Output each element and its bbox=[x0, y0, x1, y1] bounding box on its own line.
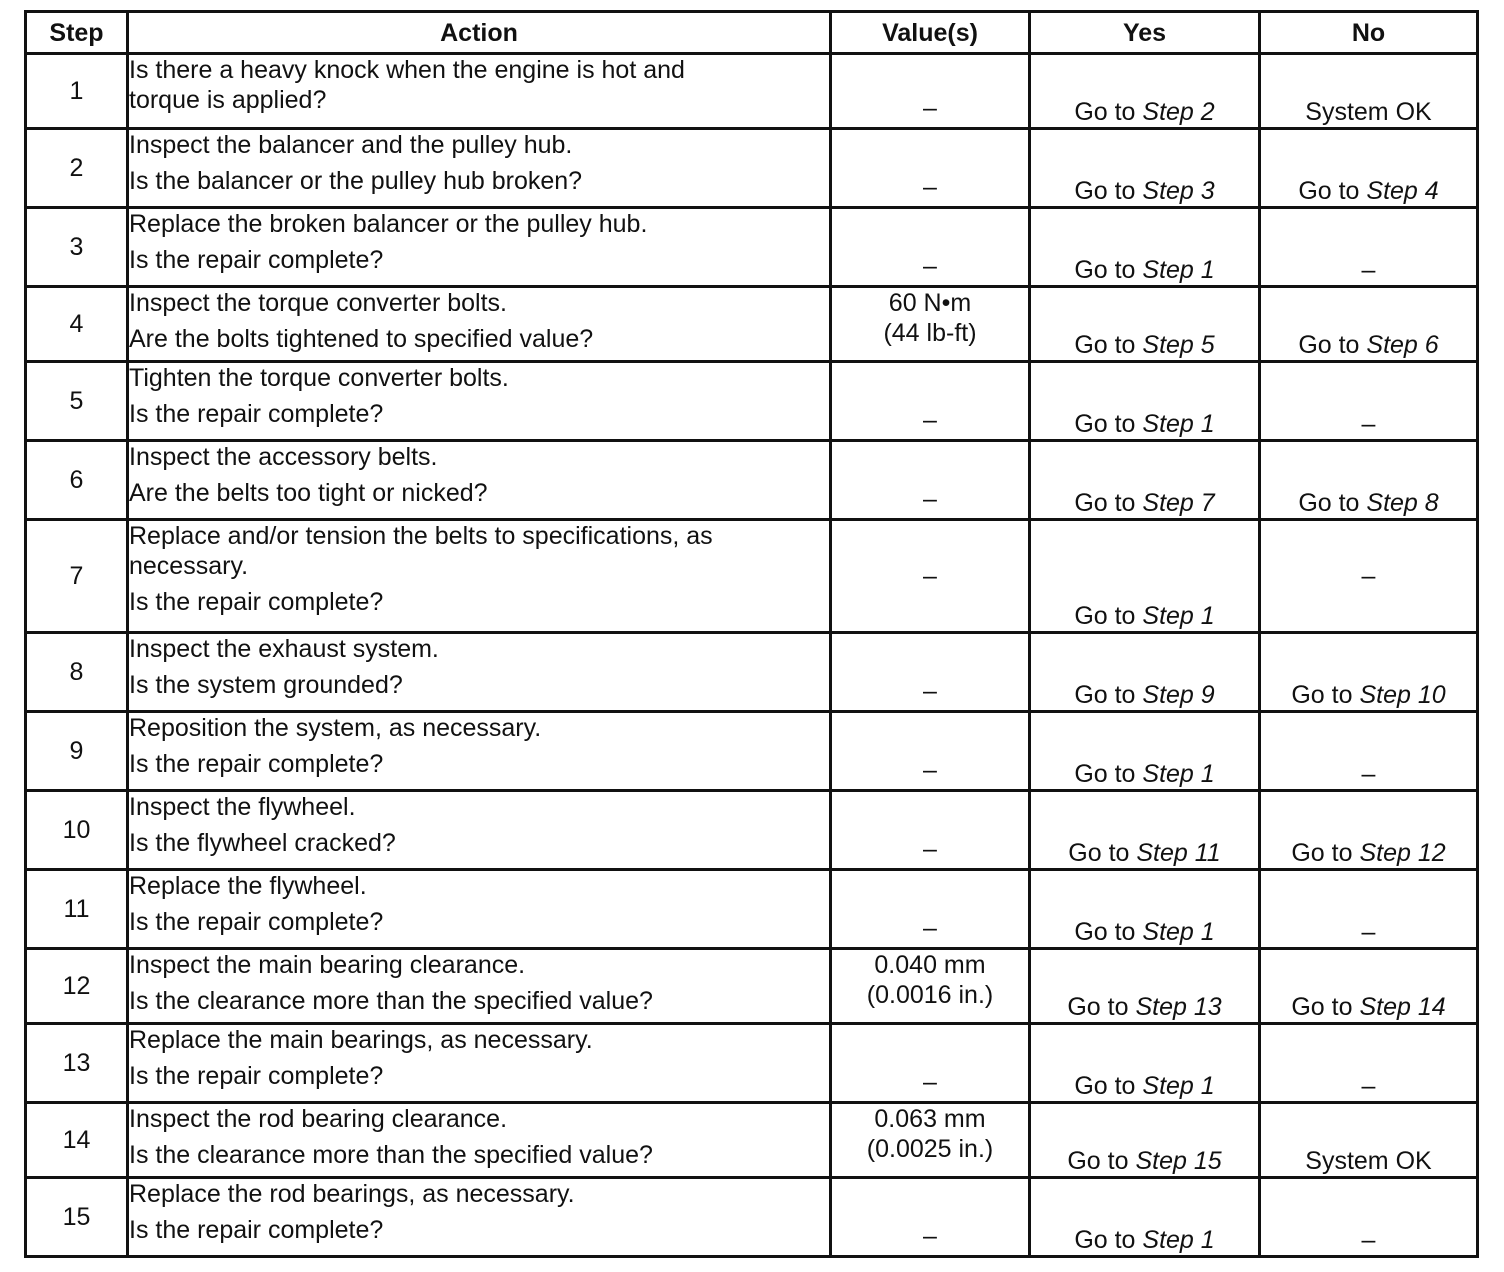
value-cell bbox=[831, 287, 1030, 362]
no-text: – bbox=[1361, 1072, 1376, 1100]
value-cell bbox=[831, 949, 1030, 1024]
yes-step-ref: Step 9 bbox=[1142, 681, 1215, 709]
action-cell bbox=[128, 287, 831, 362]
header-step: Step bbox=[26, 12, 128, 54]
header-row bbox=[26, 12, 1478, 54]
step-number: 12 bbox=[26, 949, 128, 1024]
action-line: Inspect the torque converter bolts. bbox=[129, 289, 507, 317]
header-no: No bbox=[1260, 12, 1478, 54]
action-cell bbox=[128, 1103, 831, 1178]
header-values: Value(s) bbox=[831, 12, 1030, 54]
step-number: 2 bbox=[26, 129, 128, 208]
table-row bbox=[26, 633, 1478, 712]
step-number: 15 bbox=[26, 1178, 128, 1257]
action-line: Inspect the rod bearing clearance. bbox=[129, 1105, 508, 1133]
action-cell bbox=[128, 791, 831, 870]
yes-text: Go to bbox=[1074, 489, 1143, 517]
no-text: – bbox=[1361, 562, 1376, 590]
no-step-ref: Step 6 bbox=[1366, 331, 1439, 359]
table-row bbox=[26, 129, 1478, 208]
action-cell bbox=[128, 362, 831, 441]
table-row bbox=[26, 1103, 1478, 1178]
yes-text: Go to bbox=[1074, 256, 1143, 284]
value-cell: – bbox=[831, 1178, 1030, 1257]
yes-step-ref: Step 5 bbox=[1142, 331, 1215, 359]
table-row bbox=[26, 362, 1478, 441]
action-line: Tighten the torque converter bolts. bbox=[129, 364, 509, 392]
no-text: Go to bbox=[1298, 177, 1367, 205]
yes-cell bbox=[1030, 208, 1260, 287]
yes-cell bbox=[1030, 441, 1260, 520]
table-row bbox=[26, 441, 1478, 520]
yes-step-ref: Step 11 bbox=[1136, 839, 1221, 867]
value-metric: 0.063 mm bbox=[874, 1105, 986, 1133]
header-action: Action bbox=[128, 12, 831, 54]
table-row bbox=[26, 520, 1478, 633]
value-metric: 0.040 mm bbox=[874, 951, 986, 979]
step-number: 6 bbox=[26, 441, 128, 520]
value-metric: 60 N•m bbox=[888, 289, 972, 317]
no-text: Go to bbox=[1298, 489, 1367, 517]
yes-text: Go to bbox=[1067, 1147, 1136, 1175]
no-cell bbox=[1260, 1024, 1478, 1103]
action-cell bbox=[128, 208, 831, 287]
table-row bbox=[26, 287, 1478, 362]
yes-step-ref: Step 1 bbox=[1142, 256, 1215, 284]
yes-step-ref: Step 1 bbox=[1142, 602, 1215, 630]
value-cell: – bbox=[831, 362, 1030, 441]
diagnostic-table bbox=[24, 10, 1479, 1258]
step-number: 7 bbox=[26, 520, 128, 633]
no-cell bbox=[1260, 949, 1478, 1024]
yes-text: Go to bbox=[1074, 177, 1143, 205]
no-text: – bbox=[1361, 256, 1376, 284]
value-imperial: (0.0016 in.) bbox=[866, 981, 994, 1009]
action-line: Inspect the accessory belts. bbox=[129, 443, 438, 471]
action-line: Inspect the flywheel. bbox=[129, 793, 356, 821]
yes-cell bbox=[1030, 129, 1260, 208]
yes-text: Go to bbox=[1074, 602, 1143, 630]
step-number: 3 bbox=[26, 208, 128, 287]
yes-cell bbox=[1030, 1178, 1260, 1257]
table-body bbox=[26, 54, 1478, 1257]
step-number: 11 bbox=[26, 870, 128, 949]
no-text: System OK bbox=[1305, 98, 1432, 126]
action-line: Is there a heavy knock when the engine is hot and bbox=[129, 56, 685, 84]
action-cell bbox=[128, 54, 831, 129]
step-number: 14 bbox=[26, 1103, 128, 1178]
action-line: Replace and/or tension the belts to specifications, as bbox=[129, 522, 713, 550]
yes-text: Go to bbox=[1074, 331, 1143, 359]
no-text: Go to bbox=[1291, 993, 1360, 1021]
yes-text: Go to bbox=[1074, 1226, 1143, 1254]
yes-step-ref: Step 1 bbox=[1142, 410, 1215, 438]
yes-cell bbox=[1030, 54, 1260, 129]
yes-step-ref: Step 1 bbox=[1142, 918, 1215, 946]
yes-text: Go to bbox=[1074, 760, 1143, 788]
action-line: Reposition the system, as necessary. bbox=[129, 714, 542, 742]
yes-cell bbox=[1030, 287, 1260, 362]
value-cell: – bbox=[831, 520, 1030, 633]
no-step-ref: Step 8 bbox=[1366, 489, 1439, 517]
yes-text: Go to bbox=[1068, 839, 1137, 867]
no-cell bbox=[1260, 791, 1478, 870]
yes-step-ref: Step 3 bbox=[1142, 177, 1215, 205]
action-line: Replace the broken balancer or the pulley hub. bbox=[129, 210, 648, 238]
action-line: Replace the main bearings, as necessary. bbox=[129, 1026, 593, 1054]
no-cell bbox=[1260, 441, 1478, 520]
table-row bbox=[26, 1178, 1478, 1257]
no-step-ref: Step 14 bbox=[1359, 993, 1446, 1021]
step-number: 5 bbox=[26, 362, 128, 441]
action-cell bbox=[128, 520, 831, 633]
yes-text: Go to bbox=[1074, 918, 1143, 946]
step-number: 10 bbox=[26, 791, 128, 870]
yes-cell bbox=[1030, 870, 1260, 949]
value-cell: – bbox=[831, 129, 1030, 208]
no-text: – bbox=[1361, 918, 1376, 946]
action-question: Is the repair complete? bbox=[129, 400, 384, 428]
table-row bbox=[26, 791, 1478, 870]
value-cell: – bbox=[831, 54, 1030, 129]
no-cell bbox=[1260, 520, 1478, 633]
value-cell: – bbox=[831, 441, 1030, 520]
table-row bbox=[26, 1024, 1478, 1103]
action-line: Inspect the balancer and the pulley hub. bbox=[129, 131, 573, 159]
yes-cell bbox=[1030, 1024, 1260, 1103]
action-question: Are the belts too tight or nicked? bbox=[129, 479, 488, 507]
action-line: necessary. bbox=[129, 552, 249, 580]
action-question: Is the balancer or the pulley hub broken? bbox=[129, 167, 583, 195]
yes-step-ref: Step 15 bbox=[1135, 1147, 1222, 1175]
header-yes: Yes bbox=[1030, 12, 1260, 54]
no-text: Go to bbox=[1291, 681, 1360, 709]
no-text: Go to bbox=[1298, 331, 1367, 359]
no-step-ref: Step 10 bbox=[1359, 681, 1446, 709]
value-cell: – bbox=[831, 1024, 1030, 1103]
value-cell: – bbox=[831, 870, 1030, 949]
value-cell: – bbox=[831, 208, 1030, 287]
action-question: Is the system grounded? bbox=[129, 671, 403, 699]
no-cell bbox=[1260, 712, 1478, 791]
action-question: Is the repair complete? bbox=[129, 1216, 384, 1244]
action-cell bbox=[128, 1024, 831, 1103]
no-cell bbox=[1260, 362, 1478, 441]
no-text: – bbox=[1361, 410, 1376, 438]
no-text: System OK bbox=[1305, 1147, 1432, 1175]
value-imperial: (0.0025 in.) bbox=[866, 1135, 994, 1163]
action-line: Replace the rod bearings, as necessary. bbox=[129, 1180, 575, 1208]
action-question: Is the repair complete? bbox=[129, 246, 384, 274]
yes-cell bbox=[1030, 520, 1260, 633]
yes-step-ref: Step 1 bbox=[1142, 760, 1215, 788]
action-question: Is the clearance more than the specified value? bbox=[129, 1141, 653, 1169]
no-step-ref: Step 12 bbox=[1359, 839, 1446, 867]
value-cell: – bbox=[831, 633, 1030, 712]
action-question: Is the repair complete? bbox=[129, 588, 384, 616]
no-cell bbox=[1260, 633, 1478, 712]
table-row bbox=[26, 870, 1478, 949]
yes-step-ref: Step 2 bbox=[1142, 98, 1215, 126]
table-row bbox=[26, 712, 1478, 791]
table-row bbox=[26, 208, 1478, 287]
action-cell bbox=[128, 441, 831, 520]
action-cell bbox=[128, 633, 831, 712]
value-cell: – bbox=[831, 712, 1030, 791]
step-number: 1 bbox=[26, 54, 128, 129]
action-line: Replace the flywheel. bbox=[129, 872, 367, 900]
yes-text: Go to bbox=[1067, 993, 1136, 1021]
value-cell bbox=[831, 1103, 1030, 1178]
action-question: Is the repair complete? bbox=[129, 1062, 384, 1090]
no-cell bbox=[1260, 1103, 1478, 1178]
action-cell bbox=[128, 712, 831, 791]
action-question: Are the bolts tightened to specified value? bbox=[129, 325, 594, 353]
no-step-ref: Step 4 bbox=[1366, 177, 1439, 205]
yes-text: Go to bbox=[1074, 681, 1143, 709]
yes-step-ref: Step 1 bbox=[1142, 1226, 1215, 1254]
no-cell bbox=[1260, 1178, 1478, 1257]
yes-cell bbox=[1030, 1103, 1260, 1178]
no-text: – bbox=[1361, 760, 1376, 788]
yes-cell bbox=[1030, 791, 1260, 870]
no-text: – bbox=[1361, 1226, 1376, 1254]
yes-step-ref: Step 7 bbox=[1142, 489, 1215, 517]
table-header bbox=[26, 12, 1478, 54]
action-question: Is the repair complete? bbox=[129, 908, 384, 936]
action-line: Inspect the exhaust system. bbox=[129, 635, 439, 663]
step-number: 9 bbox=[26, 712, 128, 791]
yes-text: Go to bbox=[1074, 1072, 1143, 1100]
yes-step-ref: Step 1 bbox=[1142, 1072, 1215, 1100]
step-number: 4 bbox=[26, 287, 128, 362]
action-cell bbox=[128, 1178, 831, 1257]
table-row bbox=[26, 54, 1478, 129]
action-line: torque is applied? bbox=[129, 86, 327, 114]
yes-cell bbox=[1030, 362, 1260, 441]
table-row bbox=[26, 949, 1478, 1024]
action-cell bbox=[128, 949, 831, 1024]
yes-cell bbox=[1030, 949, 1260, 1024]
action-line: Inspect the main bearing clearance. bbox=[129, 951, 526, 979]
no-cell bbox=[1260, 287, 1478, 362]
action-question: Is the repair complete? bbox=[129, 750, 384, 778]
no-cell bbox=[1260, 208, 1478, 287]
yes-text: Go to bbox=[1074, 410, 1143, 438]
no-cell bbox=[1260, 870, 1478, 949]
action-question: Is the flywheel cracked? bbox=[129, 829, 396, 857]
action-cell bbox=[128, 129, 831, 208]
yes-cell bbox=[1030, 633, 1260, 712]
yes-text: Go to bbox=[1074, 98, 1143, 126]
no-text: Go to bbox=[1291, 839, 1360, 867]
action-cell bbox=[128, 870, 831, 949]
no-cell bbox=[1260, 54, 1478, 129]
yes-step-ref: Step 13 bbox=[1135, 993, 1222, 1021]
action-question: Is the clearance more than the specified value? bbox=[129, 987, 653, 1015]
value-imperial: (44 lb-ft) bbox=[883, 319, 977, 347]
step-number: 13 bbox=[26, 1024, 128, 1103]
value-cell: – bbox=[831, 791, 1030, 870]
yes-cell bbox=[1030, 712, 1260, 791]
step-number: 8 bbox=[26, 633, 128, 712]
no-cell bbox=[1260, 129, 1478, 208]
